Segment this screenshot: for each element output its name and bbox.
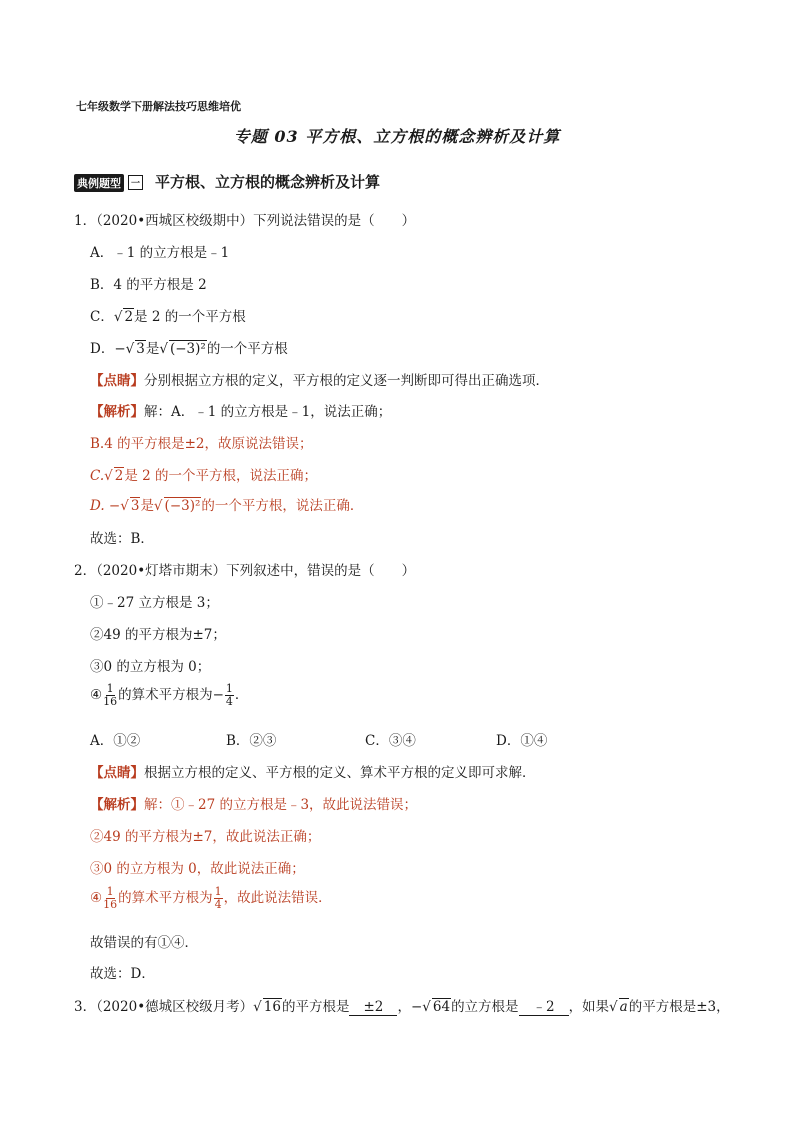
q1-solution-a: 【解析】解：A．﹣1 的立方根是﹣1，说法正确； xyxy=(90,404,392,420)
q2-answer: 故选：D． xyxy=(90,966,155,982)
q2-tip: 【点睛】根据立方根的定义、平方根的定义、算术平方根的定义即可求解． xyxy=(90,765,536,781)
q2-option-c: C．③④ xyxy=(365,733,416,749)
q3-blank-1: ±2 xyxy=(349,999,397,1016)
q2-item-2: ②49 的平方根为±7； xyxy=(90,627,226,643)
q2-solution-4: ④ $\frac{1}{16}$ 的算术平方根为 $\frac{1}{4}$ ，故此说法错误． xyxy=(90,885,332,911)
q3-blank-2: ﹣2 xyxy=(519,995,569,1016)
q2-stem: 2．（2020•灯塔市期末）下列叙述中，错误的是（ ） xyxy=(74,563,416,579)
section-badge-number: 一 xyxy=(128,175,143,190)
q1-stem: 1．（2020•西城区校级期中）下列说法错误的是（ ） xyxy=(74,213,416,229)
q1-answer: 故选：B． xyxy=(90,531,154,547)
q2-conclusion: 故错误的有①④． xyxy=(90,935,198,951)
q2-item-4: ④ $\frac{1}{16}$ 的算术平方根为− $\frac{1}{4}$ ． xyxy=(90,682,249,708)
q3-stem: 3．（2020•德城区校级月考）√ 16的平方根是 ±2 ，−√ 64的立方根是 ﹣2 ，如果√ a的平方根是±3， xyxy=(74,995,730,1016)
q1-option-c: C．√ 2是 2 的一个平方根 xyxy=(90,309,246,325)
document-title: 专题 03 平方根、立方根的概念辨析及计算 xyxy=(233,127,561,146)
q2-option-d: D．①④ xyxy=(496,733,548,749)
document-subtitle: 七年级数学下册解法技巧思维培优 xyxy=(76,100,241,113)
q2-solution-2: ②49 的平方根为±7，故此说法正确； xyxy=(90,829,321,845)
q2-solution-3: ③0 的立方根为 0，故此说法正确； xyxy=(90,861,305,877)
q2-item-1: ①﹣27 立方根是 3； xyxy=(90,595,219,611)
q1-solution-b: B.4 的平方根是±2，故原说法错误； xyxy=(90,436,313,452)
q1-solution-c: C.√ 2是 2 的一个平方根，说法正确； xyxy=(90,468,318,484)
section-title: 平方根、立方根的概念辨析及计算 xyxy=(155,173,381,191)
q1-solution-d: D. −√ 3是√ (−3)²的一个平方根，说法正确． xyxy=(90,498,364,514)
q2-item-3: ③0 的立方根为 0； xyxy=(90,659,211,675)
section-heading xyxy=(74,171,380,192)
q1-tip: 【点睛】分别根据立方根的定义，平方根的定义逐一判断即可得出正确选项． xyxy=(90,373,549,389)
q2-option-b: B．②③ xyxy=(226,733,277,749)
q1-option-b: B．4 的平方根是 2 xyxy=(90,277,207,293)
section-badge: 典例题型 xyxy=(74,174,124,192)
q2-solution-1: 【解析】解：①﹣27 的立方根是﹣3，故此说法错误； xyxy=(90,797,418,813)
q2-option-a: A．①② xyxy=(90,733,141,749)
q1-option-d: D．−√ 3是√ (−3)²的一个平方根 xyxy=(90,341,288,357)
q1-option-a: A．﹣1 的立方根是﹣1 xyxy=(90,245,230,261)
